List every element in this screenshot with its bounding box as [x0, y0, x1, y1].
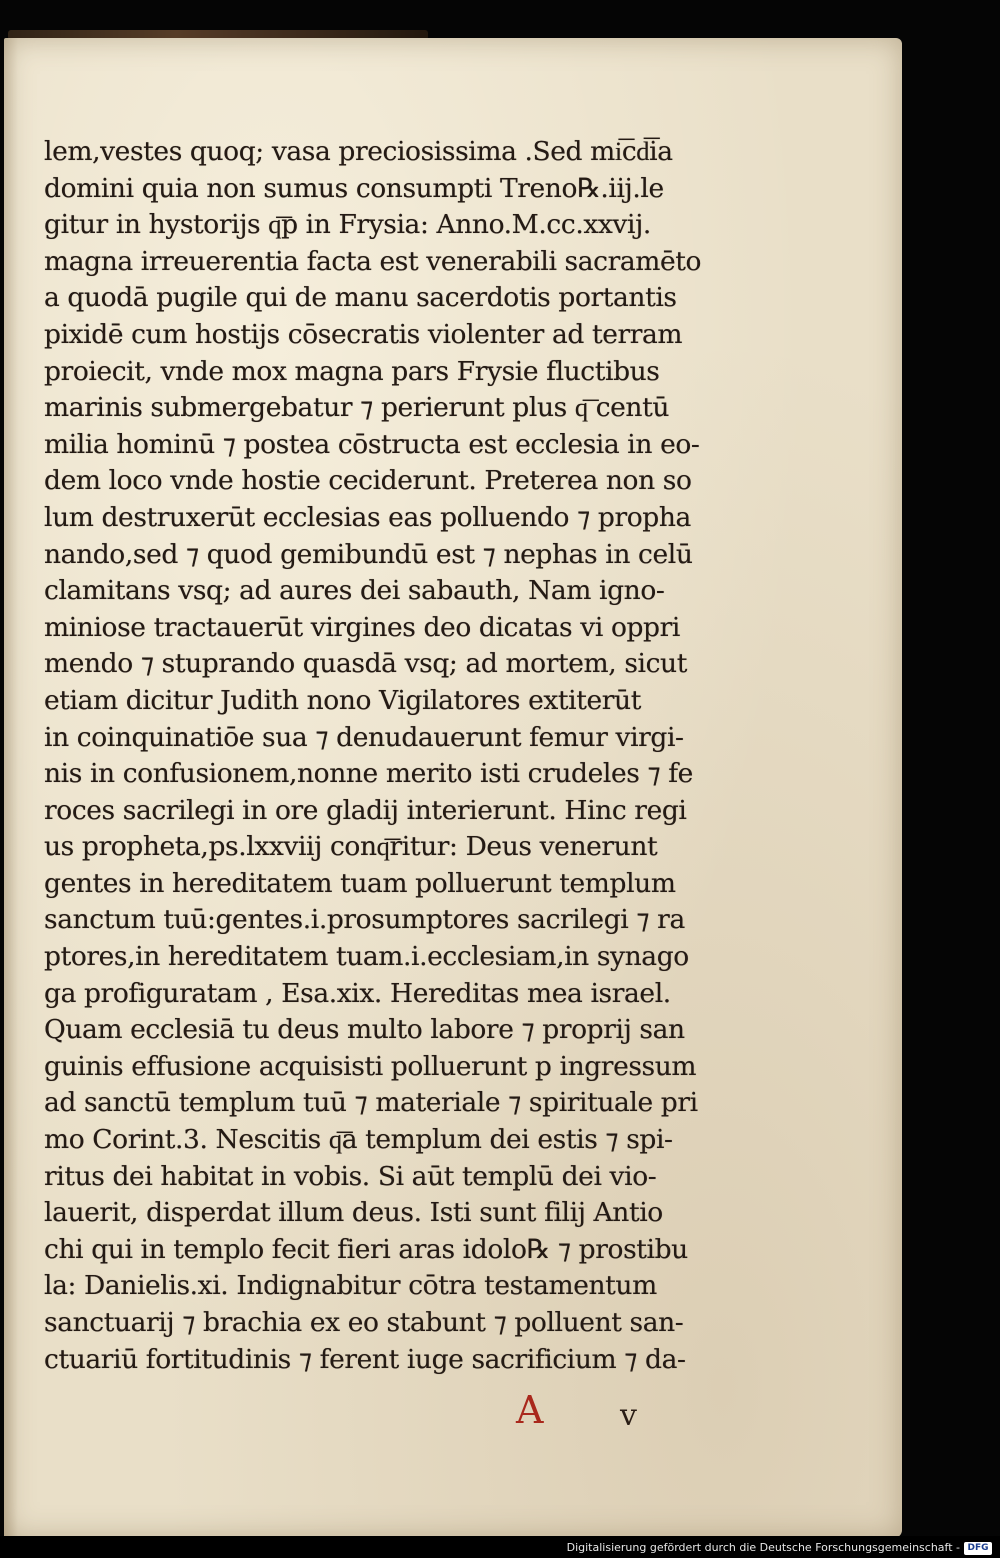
text-line: ptores,in hereditatem tuam.i.ecclesiam,in synago [44, 941, 689, 973]
dfg-logo: DFG [964, 1542, 992, 1555]
text-line: in coinquinatiōe sua ⁊ denudauerunt femur virgi- [44, 721, 684, 753]
text-line: mendo ⁊ stuprando quasdā vsq; ad mortem, sicut [44, 648, 687, 680]
text-line: gitur in hystorijs q͞p in Frysia: Anno.M.cc.xxvij. [44, 209, 651, 241]
text-line: proiecit, vnde mox magna pars Frysie fluctibus [44, 355, 660, 387]
text-line: nis in confusionem,nonne merito isti crudeles ⁊ fe [44, 758, 693, 790]
text-line: miniose tractauerūt virgines deo dicatas vi oppri [44, 611, 680, 643]
text-line: ctuariū fortitudinis ⁊ ferent iuge sacrificium ⁊ da- [44, 1343, 686, 1375]
text-block [44, 134, 754, 1378]
text-line: pixidē cum hostijs cōsecratis violenter ad terram [44, 318, 683, 350]
text-line: ritus dei habitat in vobis. Si aūt templū dei vio- [44, 1160, 657, 1192]
text-line: sanctuarij ⁊ brachia ex eo stabunt ⁊ polluent san- [44, 1307, 684, 1338]
text-line: ga profiguratam , Esa.xix. Hereditas mea israel. [44, 977, 671, 1009]
footer-bar [0, 1536, 1000, 1558]
text-line: dem loco vnde hostie ceciderunt. Preterea non so [44, 465, 692, 497]
text-line: lum destruxerūt ecclesias eas polluendo ⁊ propha [44, 501, 691, 533]
funding-credit: Digitalisierung gefördert durch die Deutsche Forschungsgemeinschaft - [566, 1541, 960, 1554]
text-line: lauerit, disperdat illum deus. Isti sunt filij Antio [44, 1197, 663, 1229]
text-line: milia hominū ⁊ postea cōstructa est ecclesia in eo- [44, 428, 700, 460]
text-line: domini quia non sumus consumpti Treno℞.iij.le [44, 172, 664, 204]
text-line: etiam dicitur Judith nono Vigilatores extiterūt [44, 684, 641, 716]
text-line: chi qui in templo fecit fieri aras idolo℞ ⁊ prostibu [44, 1233, 688, 1265]
text-line: guinis effusione acquisisti polluerunt p ingressum [44, 1050, 697, 1082]
text-line: marinis submergebatur ⁊ perierunt plus q͞ centū [44, 392, 670, 424]
book-page [4, 38, 902, 1538]
text-line: Quam ecclesiā tu deus multo labore ⁊ proprij san [44, 1014, 685, 1046]
text-line: lem,vestes quoq; vasa preciosissima .Sed mi͞cd͞ia [44, 136, 673, 167]
text-line: us propheta,ps.lxxviij conq͞ritur: Deus venerunt [44, 831, 658, 863]
text-line: sanctum tuū:gentes.i.prosumptores sacrilegi ⁊ ra [44, 904, 685, 936]
signature-mark: A [516, 1388, 546, 1432]
text-line: ad sanctū templum tuū ⁊ materiale ⁊ spirituale pri [44, 1087, 698, 1119]
text-line: la: Danielis.xi. Indignabitur cōtra testamentum [44, 1270, 657, 1302]
text-line: a quodā pugile qui de manu sacerdotis portantis [44, 282, 677, 314]
text-line: magna irreuerentia facta est venerabili sacramēto [44, 245, 702, 277]
signature-number: v [620, 1398, 637, 1433]
text-line: nando,sed ⁊ quod gemibundū est ⁊ nephas in celū [44, 538, 693, 570]
text-line: clamitans vsq; ad aures dei sabauth, Nam igno- [44, 575, 665, 607]
text-line: mo Corint.3. Nescitis q͞a templum dei estis ⁊ spi- [44, 1124, 673, 1156]
text-line: roces sacrilegi in ore gladij interierunt. Hinc regi [44, 794, 687, 826]
text-line: gentes in hereditatem tuam polluerunt templum [44, 867, 676, 899]
